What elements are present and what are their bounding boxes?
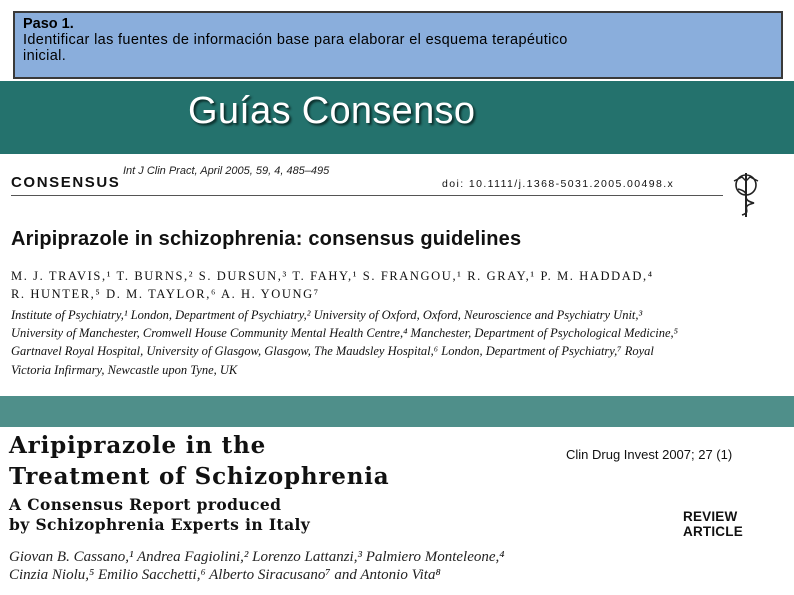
paper-2-authors [9, 548, 789, 584]
paper-1-affiliation-line: Gartnavel Royal Hospital, University of Glasgow, Glasgow, The Maudsley Hospital,⁶ London, Department of Psychiatry,⁷ Royal [11, 344, 654, 359]
paper-2-subtitle-line: A Consensus Report produced [9, 495, 282, 514]
paper-2-subtitle [9, 495, 310, 535]
paper-1-section-label: CONSENSUS [11, 174, 121, 191]
paper-2-authors-line: Cinzia Niolu,⁵ Emilio Sacchetti,⁶ Alberto Siracusano⁷ and Antonio Vita⁸ [9, 567, 441, 583]
paper-1-journal: Int J Clin Pract, April 2005, 59, 4, 485–495 [123, 165, 330, 177]
paper-1-excerpt [0, 154, 794, 396]
paper-1-doi: doi: 10.1111/j.1368-5031.2005.00498.x [442, 178, 675, 190]
paper-1-affiliation-line: University of Manchester, Cromwell House Community Mental Health Centre,⁴ Manchester, Department of Psychological Medicine,⁵ [11, 326, 679, 341]
paper-1-affiliation-line: Victoria Infirmary, Newcastle upon Tyne, UK [11, 362, 238, 377]
step-box [13, 11, 783, 79]
banner-title: Guías Consenso [188, 90, 476, 132]
step-text-line1: Identificar las fuentes de información base para elaborar el esquema terapéutico [23, 32, 568, 48]
paper-2-journal: Clin Drug Invest 2007; 27 (1) [566, 447, 733, 462]
paper-1-affiliation-line: Institute of Psychiatry,¹ London, Department of Psychiatry,² University of Oxford, Oxford, Neuroscience and Psychiatry Unit,³ [11, 308, 643, 322]
paper-2-authors-line: Giovan B. Cassano,¹ Andrea Fagiolini,² Lorenzo Lattanzi,³ Palmiero Monteleone,⁴ [9, 549, 505, 565]
paper-2-title-line: Aripiprazole in the [9, 432, 267, 459]
paper-1-authors-line: R. HUNTER,⁵ D. M. TAYLOR,⁶ A. H. YOUNG⁷ [11, 287, 320, 301]
step-text-line2: inicial. [23, 48, 67, 64]
step-title: Paso 1. [23, 16, 74, 32]
separator-band [0, 396, 794, 427]
paper-1-authors-line: M. J. TRAVIS,¹ T. BURNS,² S. DURSUN,³ T. FAHY,¹ S. FRANGOU,¹ R. GRAY,¹ P. M. HADDAD,⁴ [11, 269, 654, 283]
paper-2-title [9, 430, 389, 492]
paper-2-excerpt [0, 427, 794, 595]
paper-2-subtitle-line: by Schizophrenia Experts in Italy [9, 515, 311, 534]
title-banner [0, 81, 794, 154]
paper-2-title-line: Treatment of Schizophrenia [9, 463, 390, 490]
paper-1-affiliations [11, 306, 771, 379]
paper-1-title: Aripiprazole in schizophrenia: consensus guidelines [11, 228, 522, 250]
paper-1-header-rule [11, 195, 723, 196]
paper-2-article-type: REVIEW ARTICLE [683, 509, 743, 539]
caduceus-logo-icon [728, 171, 764, 219]
paper-1-authors [11, 267, 654, 303]
